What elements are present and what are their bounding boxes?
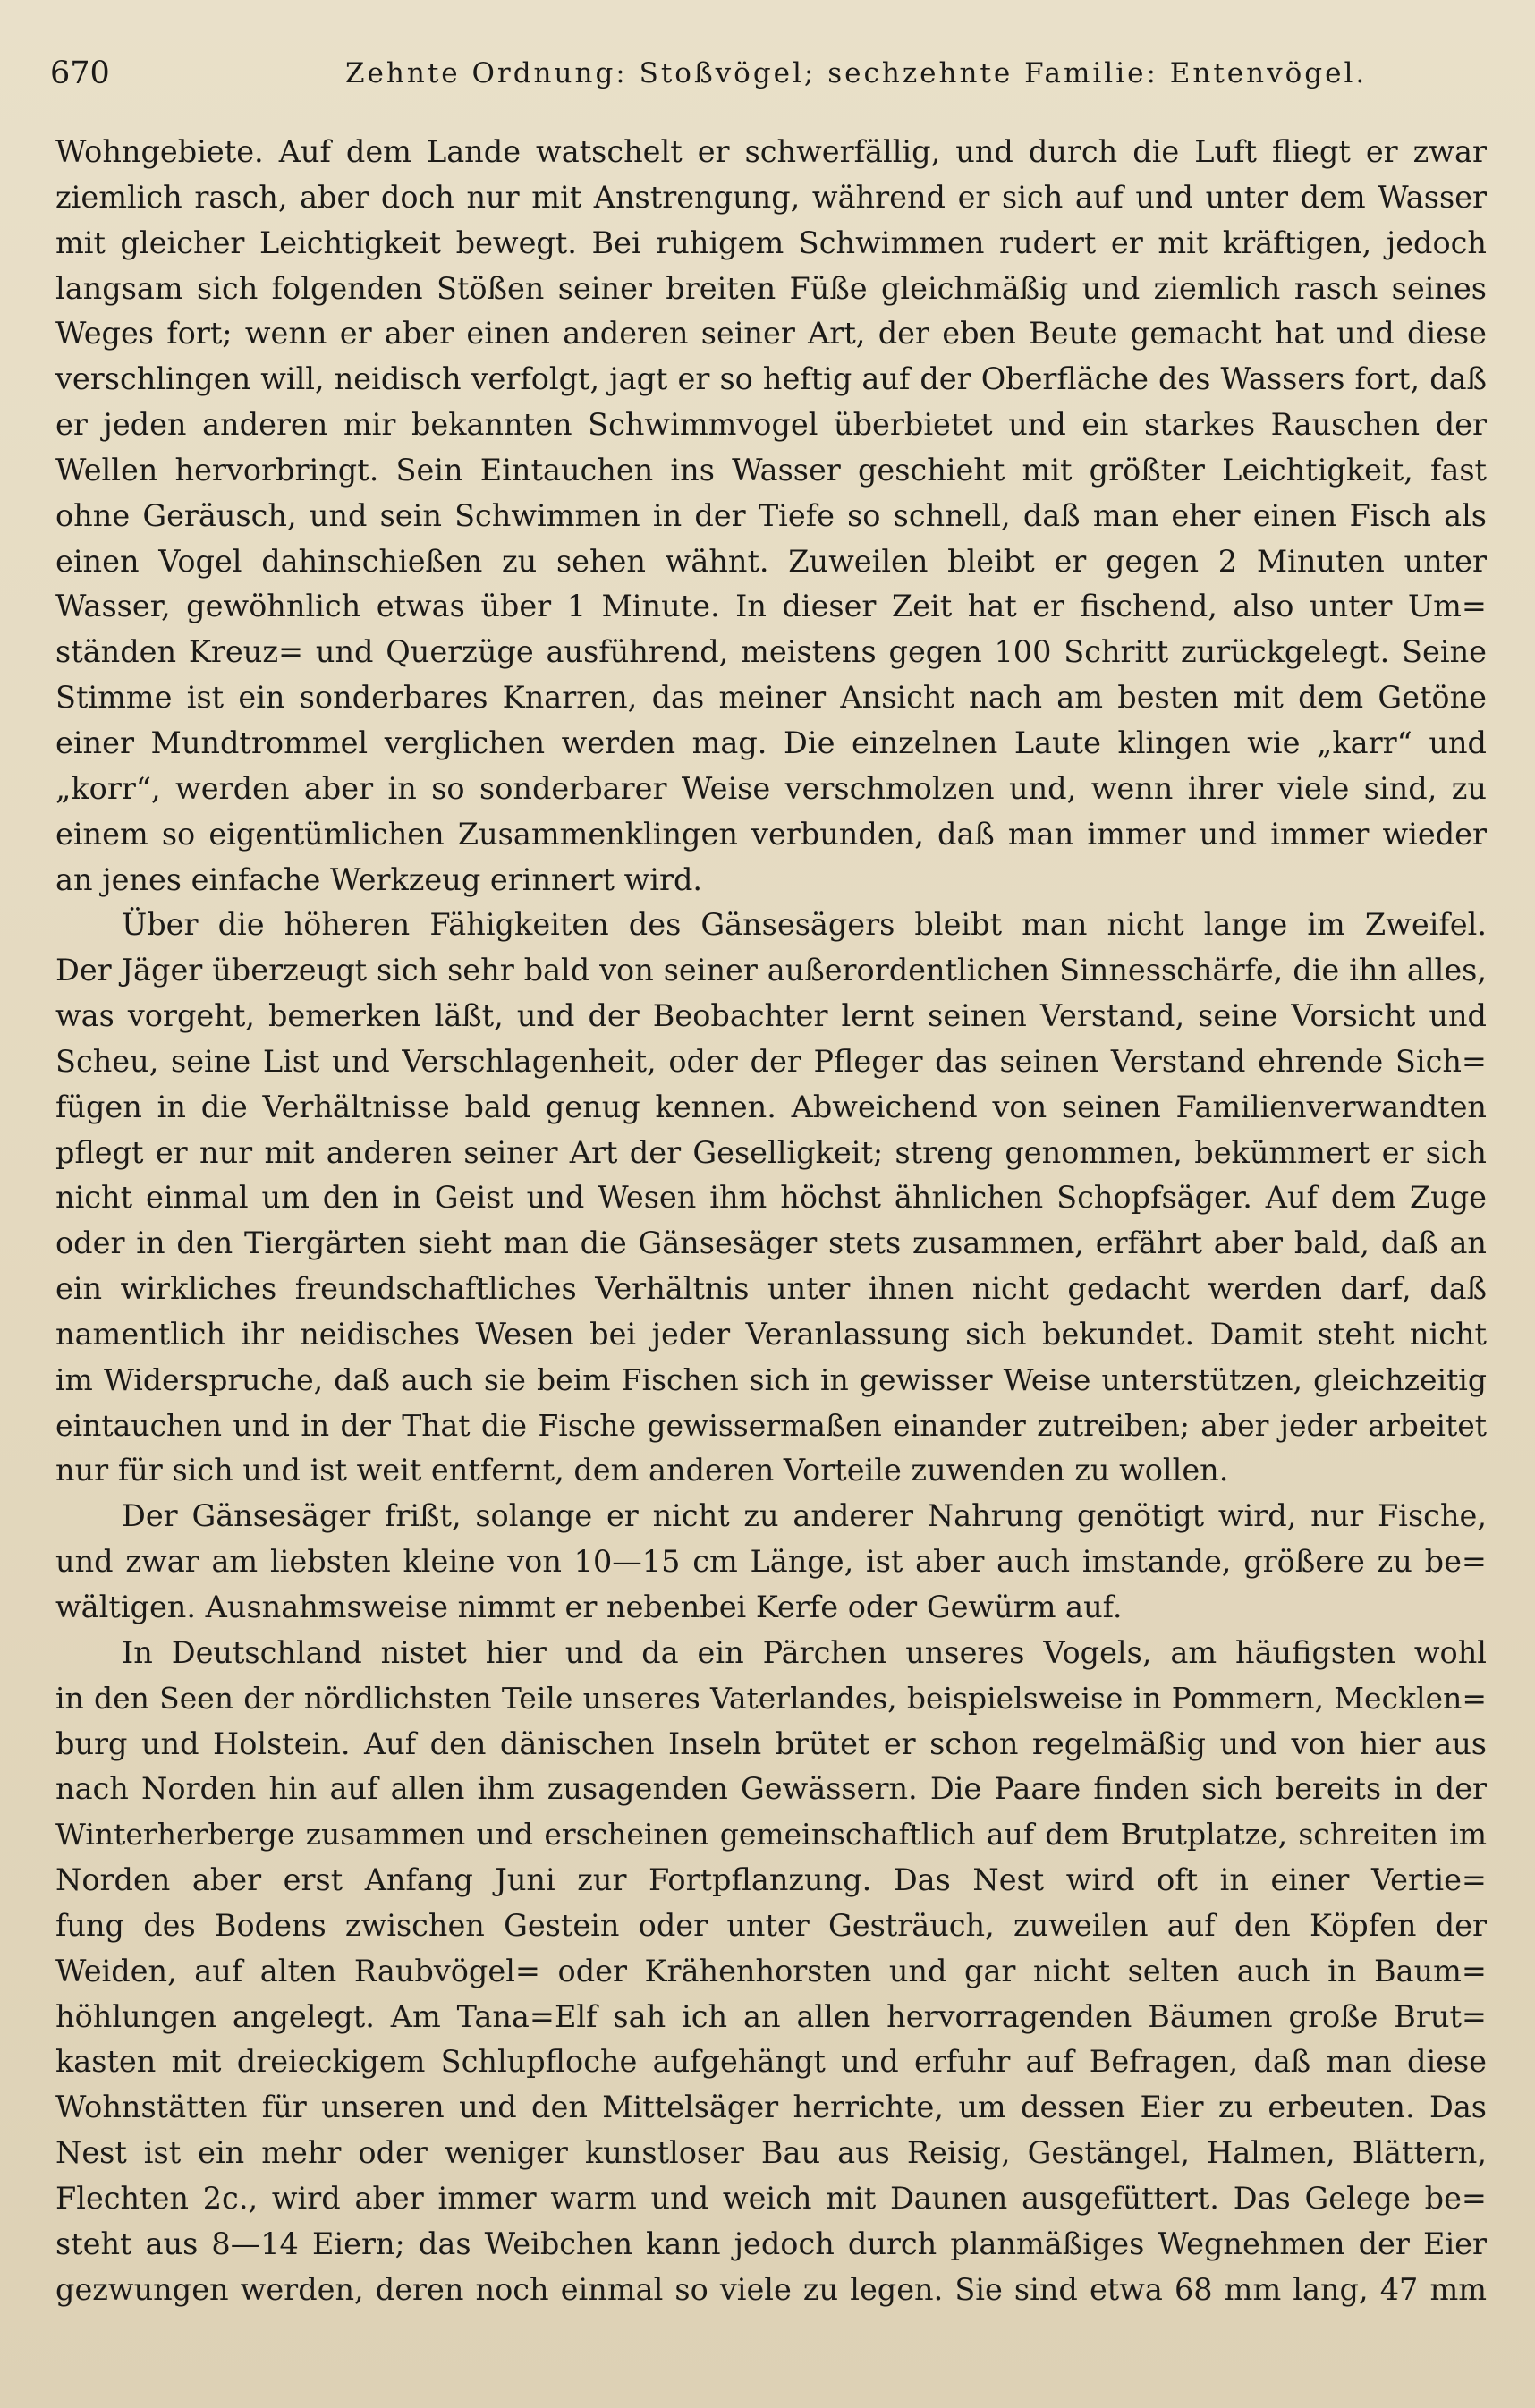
text-line: Nest ist ein mehr oder weniger kunstloser Bau aus Reisig, Gestängel, Halmen, Blättern, [55, 2135, 1487, 2171]
text-line: Weges fort; wenn er aber einen anderen seiner Art, der eben Beute gemacht hat und diese [55, 316, 1487, 352]
text-line: Winterherberge zusammen und erscheinen gemeinschaftlich auf dem Brutplatze, schreiten im [55, 1817, 1487, 1853]
text-line: Norden aber erst Anfang Juni zur Fortpflanzung. Das Nest wird oft in einer Vertie= [55, 1862, 1487, 1898]
text-line: oder in den Tiergärten sieht man die Gänsesäger stets zusammen, erfährt aber bald, daß an [55, 1225, 1487, 1261]
text-line: Der Gänsesäger frißt, solange er nicht zu anderer Nahrung genötigt wird, nur Fische, [122, 1498, 1487, 1534]
text-line: höhlungen angelegt. Am Tana=Elf sah ich an allen hervorragenden Bäumen große Brut= [55, 1998, 1487, 2034]
text-line: wältigen. Ausnahmsweise nimmt er nebenbei Kerfe oder Gewürm auf. [55, 1590, 1123, 1624]
text-line: Wohngebiete. Auf dem Lande watschelt er schwerfällig, und durch die Luft fliegt er zwar [55, 134, 1487, 169]
text-line: Flechten 2c., wird aber immer warm und weich mit Daunen ausgefüttert. Das Gelege be= [55, 2180, 1487, 2216]
text-line: In Deutschland nistet hier und da ein Pärchen unseres Vogels, am häufigsten wohl [122, 1634, 1487, 1670]
text-line: nur für sich und ist weit entfernt, dem anderen Vorteile zuwenden zu wollen. [55, 1453, 1229, 1488]
text-line: pflegt er nur mit anderen seiner Art der Geselligkeit; streng genommen, bekümmert er sich [55, 1134, 1487, 1170]
text-line: eintauchen und in der That die Fische gewissermaßen einander zutreiben; aber jeder arbeitet [55, 1407, 1487, 1443]
text-line: „korr“, werden aber in so sonderbarer Weise verschmolzen und, wenn ihrer viele sind, zu [55, 770, 1487, 806]
text-line: gezwungen werden, deren noch einmal so viele zu legen. Sie sind etwa 68 mm lang, 47 mm [55, 2271, 1487, 2307]
text-line: Scheu, seine List und Verschlagenheit, oder der Pfleger das seinen Verstand ehrende Sich= [55, 1043, 1487, 1079]
text-line: im Widerspruche, daß auch sie beim Fischen sich in gewisser Weise unterstützen, gleichzeitig [55, 1361, 1487, 1397]
text-line: an jenes einfache Werkzeug erinnert wird. [55, 861, 703, 897]
text-line: steht aus 8—14 Eiern; das Weibchen kann jedoch durch planmäßiges Wegnehmen der Eier [55, 2226, 1487, 2261]
text-line: Wasser, gewöhnlich etwas über 1 Minute. In dieser Zeit hat er fischend, also unter Um= [55, 589, 1487, 624]
text-line: nach Norden hin auf allen ihm zusagenden Gewässern. Die Paare finden sich bereits in der [55, 1771, 1487, 1807]
text-line: langsam sich folgenden Stößen seiner breiten Füße gleichmäßig und ziemlich rasch seines [55, 270, 1487, 306]
running-head: Zehnte Ordnung: Stoßvögel; sechzehnte Familie: Entenvögel. [345, 57, 1368, 89]
text-line: Wohnstätten für unseren und den Mittelsäger herrichte, um dessen Eier zu erbeuten. Das [55, 2090, 1487, 2125]
text-line: burg und Holstein. Auf den dänischen Inseln brütet er schon regelmäßig und von hier aus [55, 1725, 1487, 1761]
text-line: was vorgeht, bemerken läßt, und der Beobachter lernt seinen Verstand, seine Vorsicht und [55, 998, 1487, 1034]
text-line: ziemlich rasch, aber doch nur mit Anstrengung, während er sich auf und unter dem Wasser [55, 179, 1487, 215]
text-line: nicht einmal um den in Geist und Wesen ihm höchst ähnlichen Schopfsäger. Auf dem Zuge [55, 1180, 1487, 1216]
text-line: ständen Kreuz= und Querzüge ausführend, meistens gegen 100 Schritt zurückgelegt. Seine [55, 634, 1487, 670]
text-line: Über die höheren Fähigkeiten des Gänsesägers bleibt man nicht lange im Zweifel. [122, 907, 1487, 943]
text-line: fügen in die Verhältnisse bald genug kennen. Abweichend von seinen Familienverwandten [55, 1089, 1487, 1124]
text-line: Wellen hervorbringt. Sein Eintauchen ins Wasser geschieht mit größter Leichtigkeit, fast [55, 452, 1487, 488]
text-line: Weiden, auf alten Raubvögel= oder Krähenhorsten und gar nicht selten auch in Baum= [55, 1953, 1487, 1988]
text-line: in den Seen der nördlichsten Teile unseres Vaterlandes, beispielsweise in Pommern, Mecklen= [55, 1680, 1487, 1716]
text-line: und zwar am liebsten kleine von 10—15 cm Länge, ist aber auch imstande, größere zu be= [55, 1544, 1487, 1580]
text-line: kasten mit dreieckigem Schlupfloche aufgehängt und erfuhr auf Befragen, daß man diese [55, 2044, 1487, 2080]
text-line: Stimme ist ein sonderbares Knarren, das meiner Ansicht nach am besten mit dem Getöne [55, 680, 1487, 716]
text-line: Der Jäger überzeugt sich sehr bald von seiner außerordentlichen Sinnesschärfe, die ihn alles, [55, 953, 1487, 988]
text-line: er jeden anderen mir bekannten Schwimmvogel überbietet und ein starkes Rauschen der [55, 407, 1487, 443]
text-line: verschlingen will, neidisch verfolgt, jagt er so heftig auf der Oberfläche des Wassers fort, daß [55, 361, 1487, 397]
text-line: ohne Geräusch, und sein Schwimmen in der Tiefe so schnell, daß man eher einen Fisch als [55, 497, 1487, 533]
text-line: einem so eigentümlichen Zusammenklingen verbunden, daß man immer und immer wieder [55, 816, 1487, 852]
text-line: einer Mundtrommel verglichen werden mag. Die einzelnen Laute klingen wie „karr“ und [55, 725, 1487, 760]
body-text [55, 130, 1487, 2313]
page-number: 670 [50, 55, 110, 91]
text-line: ein wirkliches freundschaftliches Verhältnis unter ihnen nicht gedacht werden darf, daß [55, 1271, 1487, 1307]
text-line: einen Vogel dahinschießen zu sehen wähnt. Zuweilen bleibt er gegen 2 Minuten unter [55, 543, 1487, 579]
text-line: mit gleicher Leichtigkeit bewegt. Bei ruhigem Schwimmen rudert er mit kräftigen, jedoch [55, 225, 1487, 260]
text-line: namentlich ihr neidisches Wesen bei jeder Veranlassung sich bekundet. Damit steht nicht [55, 1316, 1487, 1352]
text-line: fung des Bodens zwischen Gestein oder unter Gesträuch, zuweilen auf den Köpfen der [55, 1907, 1487, 1943]
page-header [50, 48, 1490, 98]
